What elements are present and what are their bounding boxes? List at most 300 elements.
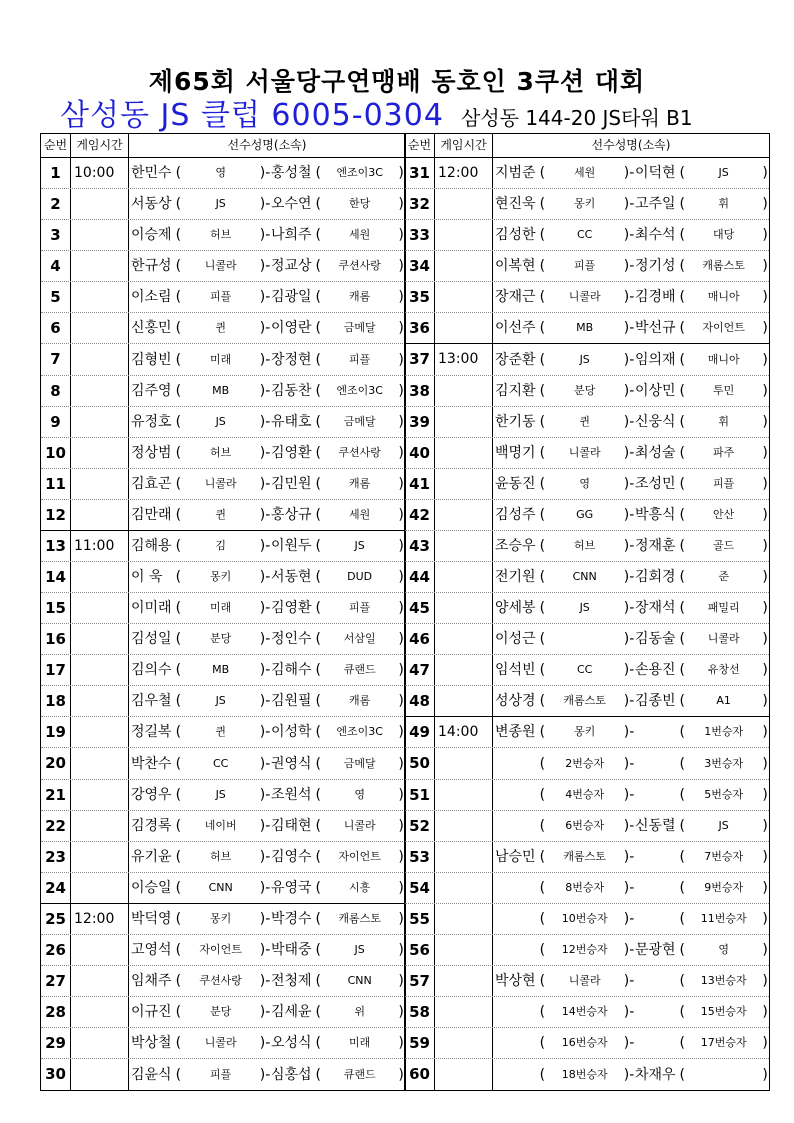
paren-open: ( bbox=[679, 817, 685, 834]
paren-open: ( bbox=[315, 879, 321, 896]
match-number: 29 bbox=[41, 1028, 71, 1058]
player-2-name: 최수석 bbox=[634, 227, 676, 244]
paren-open: ( bbox=[679, 973, 685, 990]
paren-close: ) bbox=[398, 910, 404, 927]
paren-close: ) bbox=[762, 351, 768, 368]
paren-close-dash: )- bbox=[259, 382, 271, 399]
player-2-name: 김경배 bbox=[634, 289, 676, 306]
venue-line bbox=[60, 90, 780, 134]
player-1-name: 변종원 bbox=[495, 724, 536, 741]
match-number: 1 bbox=[41, 158, 71, 188]
paren-open: ( bbox=[315, 910, 321, 927]
player-2-club: 금메달 bbox=[343, 321, 376, 335]
paren-open: ( bbox=[175, 941, 182, 958]
player-pair bbox=[493, 282, 769, 312]
player-1-club: 피플 bbox=[210, 1067, 232, 1081]
match-number: 27 bbox=[41, 966, 71, 996]
match-number: 40 bbox=[405, 438, 435, 468]
paren-close-dash: )- bbox=[623, 848, 635, 865]
player-pair bbox=[129, 158, 405, 188]
paren-close: ) bbox=[398, 879, 404, 896]
paren-open: ( bbox=[315, 382, 321, 399]
paren-open: ( bbox=[315, 506, 321, 523]
game-time: 12:00 bbox=[71, 904, 129, 934]
match-number: 10 bbox=[41, 438, 71, 468]
header-time: 게임시간 bbox=[435, 134, 493, 157]
player-2-club: 자이언트 bbox=[702, 321, 745, 335]
game-time bbox=[435, 748, 493, 778]
player-pair bbox=[493, 624, 769, 654]
table-row bbox=[405, 842, 769, 873]
paren-close-dash: )- bbox=[623, 910, 635, 927]
paren-close: ) bbox=[762, 1004, 768, 1021]
player-pair bbox=[493, 1028, 769, 1058]
paren-close-dash: )- bbox=[259, 786, 271, 803]
match-number: 26 bbox=[41, 935, 71, 965]
match-number: 51 bbox=[405, 780, 435, 810]
player-2-club: 금메달 bbox=[343, 414, 376, 428]
player-2-name: 정교상 bbox=[270, 258, 312, 275]
table-row bbox=[41, 1028, 405, 1059]
paren-close-dash: )- bbox=[259, 941, 271, 958]
player-1-name: 장준환 bbox=[495, 351, 536, 368]
player-1-club: JS bbox=[579, 601, 590, 615]
game-time bbox=[71, 313, 129, 343]
player-pair bbox=[129, 997, 405, 1027]
player-2-club: 한당 bbox=[349, 197, 371, 211]
paren-open: ( bbox=[175, 569, 182, 586]
paren-close: ) bbox=[762, 506, 768, 523]
paren-open: ( bbox=[175, 444, 182, 461]
paren-open: ( bbox=[175, 382, 182, 399]
paren-open: ( bbox=[679, 1004, 685, 1021]
paren-close: ) bbox=[762, 227, 768, 244]
paren-open: ( bbox=[315, 1066, 321, 1083]
paren-close: ) bbox=[398, 569, 404, 586]
paren-open: ( bbox=[175, 662, 182, 679]
player-pair bbox=[129, 220, 405, 250]
player-2-club: 니콜라 bbox=[343, 818, 376, 832]
paren-close: ) bbox=[398, 1066, 404, 1083]
player-2-name: 오성식 bbox=[270, 1035, 312, 1052]
table-row bbox=[405, 531, 769, 562]
paren-close: ) bbox=[398, 165, 404, 182]
player-pair bbox=[493, 1059, 769, 1090]
player-2-club: 9번승자 bbox=[704, 880, 744, 894]
player-2-club: 엔조이3C bbox=[336, 725, 383, 739]
player-1-club: JS bbox=[579, 352, 590, 366]
match-number: 33 bbox=[405, 220, 435, 250]
player-1-club: CC bbox=[213, 756, 229, 770]
player-2-club: CNN bbox=[347, 974, 372, 988]
paren-open: ( bbox=[539, 382, 546, 399]
player-1-name: 이미래 bbox=[131, 600, 172, 617]
player-2-name: 김영수 bbox=[270, 848, 312, 865]
player-1-club: 몽키 bbox=[210, 570, 232, 584]
player-1-club: 피플 bbox=[574, 259, 596, 273]
paren-open: ( bbox=[315, 444, 321, 461]
paren-open: ( bbox=[679, 941, 685, 958]
player-2-name: 김영환 bbox=[270, 600, 312, 617]
table-row bbox=[41, 966, 405, 997]
player-2-club: 3번승자 bbox=[704, 756, 744, 770]
game-time bbox=[435, 469, 493, 499]
player-2-name: 임의재 bbox=[634, 351, 676, 368]
table-row bbox=[41, 624, 405, 655]
player-1-name: 강영우 bbox=[131, 786, 172, 803]
paren-close: ) bbox=[398, 289, 404, 306]
match-number: 22 bbox=[41, 811, 71, 841]
paren-close-dash: )- bbox=[623, 973, 635, 990]
player-2-club: JS bbox=[718, 166, 729, 180]
player-1-club: 분당 bbox=[210, 632, 232, 646]
player-1-club: 니콜라 bbox=[204, 259, 237, 273]
paren-open: ( bbox=[539, 537, 546, 554]
match-number: 3 bbox=[41, 220, 71, 250]
player-1-club: 허브 bbox=[210, 849, 232, 863]
player-1-club: 영 bbox=[215, 166, 226, 180]
game-time bbox=[71, 873, 129, 903]
player-pair bbox=[493, 842, 769, 872]
paren-open: ( bbox=[539, 941, 546, 958]
paren-open: ( bbox=[679, 848, 685, 865]
paren-open: ( bbox=[539, 1066, 546, 1083]
table-row bbox=[405, 935, 769, 966]
player-2-name: 손용진 bbox=[634, 662, 676, 679]
paren-open: ( bbox=[315, 289, 321, 306]
table-row bbox=[41, 655, 405, 686]
paren-close-dash: )- bbox=[623, 941, 635, 958]
player-2-name: 박선규 bbox=[634, 320, 676, 337]
player-1-club: 니콜라 bbox=[568, 290, 601, 304]
player-1-name: 김형빈 bbox=[131, 351, 172, 368]
paren-close: ) bbox=[398, 196, 404, 213]
player-1-club: 캐롬스토 bbox=[563, 849, 606, 863]
game-time bbox=[435, 780, 493, 810]
table-row bbox=[405, 966, 769, 997]
paren-close: ) bbox=[398, 444, 404, 461]
player-2-name: 이덕현 bbox=[634, 165, 676, 182]
player-1-name: 장재근 bbox=[495, 289, 536, 306]
player-1-name: 김윤식 bbox=[131, 1066, 172, 1083]
paren-close-dash: )- bbox=[259, 755, 271, 772]
player-2-name: 정기성 bbox=[634, 258, 676, 275]
paren-close-dash: )- bbox=[259, 1066, 271, 1083]
player-2-club: 11번승자 bbox=[700, 911, 747, 925]
paren-close-dash: )- bbox=[623, 165, 635, 182]
paren-close: ) bbox=[762, 848, 768, 865]
player-2-name: 김태현 bbox=[270, 817, 312, 834]
table-row bbox=[41, 935, 405, 966]
player-1-name: 유정호 bbox=[131, 413, 172, 430]
paren-close: ) bbox=[762, 879, 768, 896]
match-number: 48 bbox=[405, 686, 435, 716]
player-2-club: 세원 bbox=[349, 228, 371, 242]
paren-open: ( bbox=[679, 662, 685, 679]
paren-close: ) bbox=[398, 227, 404, 244]
player-1-name: 지범준 bbox=[495, 165, 536, 182]
paren-open: ( bbox=[539, 1004, 546, 1021]
paren-close-dash: )- bbox=[623, 786, 635, 803]
paren-close: ) bbox=[398, 1035, 404, 1052]
game-time bbox=[435, 189, 493, 219]
table-row bbox=[405, 811, 769, 842]
game-time bbox=[435, 313, 493, 343]
paren-open: ( bbox=[679, 1066, 685, 1083]
player-1-club: JS bbox=[215, 197, 226, 211]
table-row bbox=[41, 251, 405, 282]
player-1-club: 2번승자 bbox=[565, 756, 605, 770]
table-row bbox=[41, 904, 405, 935]
match-number: 9 bbox=[41, 407, 71, 437]
player-pair bbox=[129, 780, 405, 810]
paren-close-dash: )- bbox=[623, 320, 635, 337]
player-2-club: JS bbox=[354, 538, 365, 552]
paren-close: ) bbox=[762, 1066, 768, 1083]
table-row bbox=[405, 904, 769, 935]
paren-open: ( bbox=[315, 755, 321, 772]
paren-open: ( bbox=[539, 786, 546, 803]
player-1-club: GG bbox=[576, 507, 594, 521]
paren-close: ) bbox=[762, 786, 768, 803]
paren-open: ( bbox=[315, 165, 321, 182]
paren-close-dash: )- bbox=[259, 879, 271, 896]
paren-close-dash: )- bbox=[259, 506, 271, 523]
table-row bbox=[405, 251, 769, 282]
club-name: 삼성동 JS 클럽 6005-0304 bbox=[60, 98, 444, 133]
player-1-name: 정길복 bbox=[131, 724, 172, 741]
player-pair bbox=[129, 500, 405, 530]
table-row bbox=[41, 407, 405, 438]
player-1-name: 박상현 bbox=[495, 973, 536, 990]
schedule-table-right bbox=[404, 133, 770, 1091]
player-pair bbox=[493, 438, 769, 468]
player-2-name: 박흥식 bbox=[634, 506, 676, 523]
paren-open: ( bbox=[175, 475, 182, 492]
paren-open: ( bbox=[679, 258, 685, 275]
player-pair bbox=[129, 531, 405, 561]
player-1-name: 남승민 bbox=[495, 848, 536, 865]
player-1-name: 고영석 bbox=[131, 941, 172, 958]
table-row bbox=[41, 873, 405, 904]
paren-close: ) bbox=[762, 973, 768, 990]
player-pair bbox=[129, 469, 405, 499]
paren-open: ( bbox=[679, 1035, 685, 1052]
player-2-club: 엔조이3C bbox=[336, 383, 383, 397]
player-1-name: 양세봉 bbox=[495, 600, 536, 617]
player-2-name: 박태중 bbox=[270, 941, 312, 958]
table-row bbox=[405, 686, 769, 717]
player-2-club: 캐롬 bbox=[349, 694, 371, 708]
table-row bbox=[405, 873, 769, 904]
paren-close: ) bbox=[762, 693, 768, 710]
match-number: 41 bbox=[405, 469, 435, 499]
player-2-club: 매니아 bbox=[707, 352, 740, 366]
paren-open: ( bbox=[539, 289, 546, 306]
player-2-club: JS bbox=[718, 818, 729, 832]
match-number: 19 bbox=[41, 717, 71, 747]
table-row bbox=[41, 189, 405, 220]
player-2-club: 준 bbox=[718, 570, 729, 584]
paren-open: ( bbox=[539, 1035, 546, 1052]
game-time bbox=[435, 376, 493, 406]
paren-close: ) bbox=[762, 444, 768, 461]
paren-open: ( bbox=[175, 910, 182, 927]
player-1-name: 전기원 bbox=[495, 569, 536, 586]
game-time bbox=[71, 966, 129, 996]
player-pair bbox=[493, 966, 769, 996]
game-time bbox=[71, 593, 129, 623]
player-2-name: 김세윤 bbox=[270, 1004, 312, 1021]
player-1-name: 조승우 bbox=[495, 537, 536, 554]
player-pair bbox=[129, 811, 405, 841]
match-number: 39 bbox=[405, 407, 435, 437]
table-row bbox=[41, 811, 405, 842]
game-time bbox=[71, 189, 129, 219]
paren-open: ( bbox=[679, 724, 685, 741]
paren-close-dash: )- bbox=[623, 600, 635, 617]
player-1-club: 몽키 bbox=[574, 725, 596, 739]
table-header bbox=[405, 134, 769, 158]
player-2-name: 김회경 bbox=[634, 569, 676, 586]
match-number: 54 bbox=[405, 873, 435, 903]
header-time: 게임시간 bbox=[71, 134, 129, 157]
table-row bbox=[41, 376, 405, 407]
paren-open: ( bbox=[679, 910, 685, 927]
match-number: 53 bbox=[405, 842, 435, 872]
player-2-club: 피플 bbox=[349, 601, 371, 615]
player-pair bbox=[493, 873, 769, 903]
header-no: 순번 bbox=[405, 134, 435, 157]
paren-close-dash: )- bbox=[259, 569, 271, 586]
table-row bbox=[41, 158, 405, 189]
game-time bbox=[435, 686, 493, 716]
paren-open: ( bbox=[315, 351, 321, 368]
paren-close: ) bbox=[398, 1004, 404, 1021]
table-row bbox=[405, 655, 769, 686]
paren-close-dash: )- bbox=[259, 600, 271, 617]
player-1-name: 이승일 bbox=[131, 879, 172, 896]
table-row bbox=[405, 717, 769, 748]
player-pair bbox=[493, 904, 769, 934]
player-2-name: 김원필 bbox=[270, 693, 312, 710]
player-2-club: 캐롬 bbox=[349, 476, 371, 490]
game-time bbox=[435, 438, 493, 468]
player-2-club: 13번승자 bbox=[700, 974, 747, 988]
player-pair bbox=[129, 655, 405, 685]
match-number: 15 bbox=[41, 593, 71, 623]
match-number: 59 bbox=[405, 1028, 435, 1058]
game-time bbox=[435, 935, 493, 965]
paren-close-dash: )- bbox=[259, 537, 271, 554]
player-2-name: 김동술 bbox=[634, 631, 676, 648]
player-2-club: 유창선 bbox=[707, 663, 740, 677]
player-2-club: DUD bbox=[347, 570, 373, 584]
player-2-name: 정인수 bbox=[270, 631, 312, 648]
paren-close-dash: )- bbox=[623, 1066, 635, 1083]
player-pair bbox=[129, 562, 405, 592]
paren-open: ( bbox=[539, 973, 546, 990]
match-number: 42 bbox=[405, 500, 435, 530]
player-pair bbox=[129, 717, 405, 747]
paren-open: ( bbox=[539, 817, 546, 834]
table-row bbox=[405, 780, 769, 811]
paren-close: ) bbox=[398, 506, 404, 523]
player-2-name: 전청제 bbox=[270, 973, 312, 990]
paren-close: ) bbox=[762, 537, 768, 554]
player-1-name: 현진욱 bbox=[495, 196, 536, 213]
player-2-name: 서동현 bbox=[270, 569, 312, 586]
paren-open: ( bbox=[175, 879, 182, 896]
paren-open: ( bbox=[679, 755, 685, 772]
paren-close-dash: )- bbox=[623, 569, 635, 586]
paren-open: ( bbox=[315, 320, 321, 337]
schedule-table-left bbox=[40, 133, 406, 1091]
paren-close-dash: )- bbox=[623, 1035, 635, 1052]
player-2-club: A1 bbox=[716, 694, 731, 708]
paren-open: ( bbox=[315, 631, 321, 648]
match-number: 55 bbox=[405, 904, 435, 934]
match-number: 45 bbox=[405, 593, 435, 623]
paren-close: ) bbox=[398, 693, 404, 710]
table-header bbox=[41, 134, 405, 158]
paren-open: ( bbox=[539, 351, 546, 368]
paren-open: ( bbox=[539, 693, 546, 710]
player-2-name: 김민원 bbox=[270, 475, 312, 492]
player-1-club: 퀸 bbox=[215, 321, 226, 335]
player-1-name: 이선주 bbox=[495, 320, 536, 337]
player-pair bbox=[129, 1028, 405, 1058]
paren-close: ) bbox=[398, 600, 404, 617]
match-number: 44 bbox=[405, 562, 435, 592]
player-pair bbox=[129, 407, 405, 437]
game-time bbox=[435, 655, 493, 685]
paren-open: ( bbox=[175, 351, 182, 368]
paren-close: ) bbox=[398, 631, 404, 648]
paren-close-dash: )- bbox=[259, 693, 271, 710]
player-pair bbox=[129, 251, 405, 281]
table-row bbox=[405, 469, 769, 500]
player-pair bbox=[493, 717, 769, 747]
paren-close-dash: )- bbox=[623, 631, 635, 648]
player-2-club: 위 bbox=[354, 1005, 365, 1019]
player-2-name: 나희주 bbox=[270, 227, 312, 244]
paren-open: ( bbox=[679, 320, 685, 337]
game-time bbox=[435, 904, 493, 934]
game-time bbox=[71, 438, 129, 468]
player-1-name: 유기윤 bbox=[131, 848, 172, 865]
player-1-club: 6번승자 bbox=[565, 818, 605, 832]
player-2-club: 매니아 bbox=[707, 290, 740, 304]
match-number: 6 bbox=[41, 313, 71, 343]
player-pair bbox=[129, 376, 405, 406]
paren-close: ) bbox=[762, 817, 768, 834]
paren-open: ( bbox=[539, 444, 546, 461]
paren-open: ( bbox=[679, 289, 685, 306]
paren-open: ( bbox=[315, 1035, 321, 1052]
match-number: 31 bbox=[405, 158, 435, 188]
player-1-name: 한민수 bbox=[131, 165, 172, 182]
paren-open: ( bbox=[175, 973, 182, 990]
game-time bbox=[435, 1028, 493, 1058]
player-pair bbox=[493, 344, 769, 374]
paren-open: ( bbox=[315, 475, 321, 492]
paren-open: ( bbox=[679, 196, 685, 213]
table-row bbox=[41, 531, 405, 562]
player-2-club: 시흥 bbox=[349, 880, 371, 894]
paren-close-dash: )- bbox=[623, 289, 635, 306]
match-number: 58 bbox=[405, 997, 435, 1027]
